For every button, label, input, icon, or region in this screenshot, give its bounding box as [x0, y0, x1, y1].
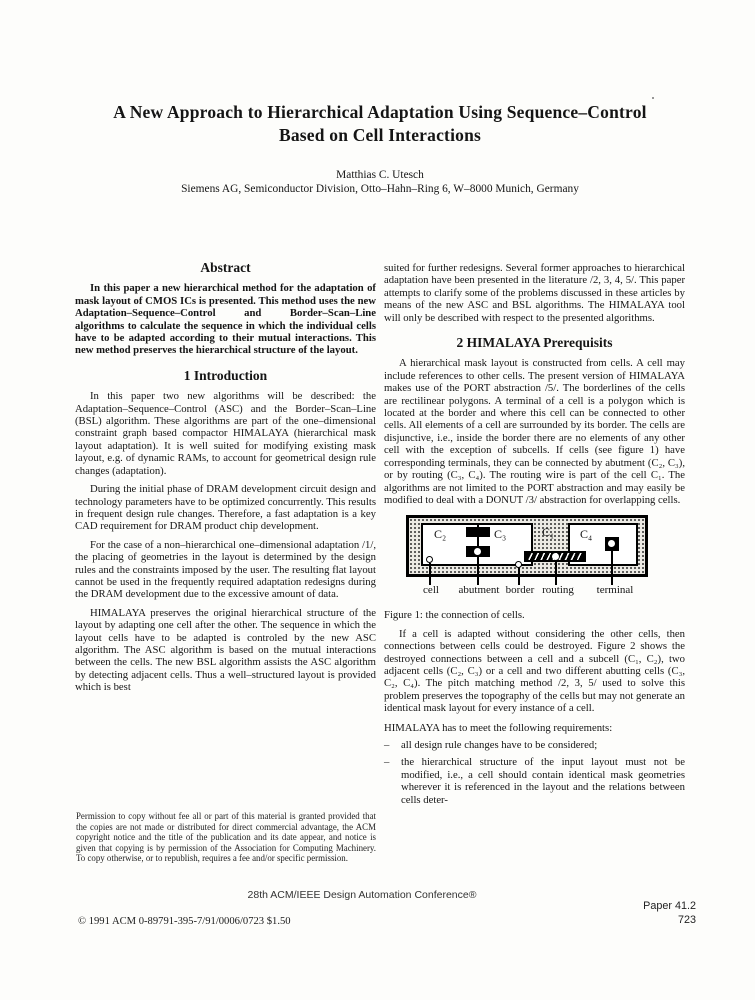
scan-speck	[652, 97, 654, 99]
author-affiliation: Siemens AG, Semiconductor Division, Otto–Hahn–Ring 6, W–8000 Munich, Germany	[181, 182, 579, 195]
abstract-paragraph: In this paper a new hierarchical method for the adaptation of mask layout of CMOS ICs is presented. This method uses the new Adaptation–Sequence–Control and Border–Scan–Line algorithms to calculate the sequence in which the individual cells have to be adapted according to their mutual interactions. This new method preserves the hierarchical structure of the layout.	[75, 282, 376, 357]
figure-label-c2: C₂	[434, 527, 447, 542]
figure-leader-line-border	[518, 568, 520, 585]
requirement-item-2	[384, 756, 685, 806]
figure-leader-line-terminal	[611, 551, 613, 585]
section-2-paragraph-2: If a cell is adapted without considering the other cells, then connections between cells could be destroyed. Figure 2 shows the destroyed connections between a cell and a subcell (C₁, C₂), two adjacent cells (C₂, C₃) or a cell and two different abutting cells (C₃, C₂, C₄). The pitch matching method /2, 3, 5/ used to solve this problem preserves the topography of the cells but may not generate an identical mask layout for every instance of a cell.	[384, 627, 685, 715]
permission-footnote: Permission to copy without fee all or part of this material is granted provided that the copies are not made or distributed for direct commercial advantage, the ACM copyright notice and the title of the publication and its date appear, and notice is given that copying is by permission of the Association for Computing Machinery. To copy otherwise, or to republish, requires a fee and/or specific permission.	[76, 811, 376, 864]
left-column	[75, 262, 376, 694]
copyright-line: © 1991 ACM 0-89791-395-7/91/0006/0723 $1.50	[78, 916, 291, 927]
conference-line: 28th ACM/IEEE Design Automation Conference®	[247, 889, 477, 901]
figure-label-c1: C₁	[542, 525, 555, 540]
continuation-paragraph: suited for further redesigns. Several former approaches to hierarchical adaptation have been presented in the literature /2, 3, 4, 5/. This paper attempts to clarify some of the problems discussed in these articles by means of the new ASC and BSL algorithms. The HIMALAYA tool will only be described with respect to the presented algorithms.	[384, 262, 685, 324]
author-name: Matthias C. Utesch	[336, 169, 424, 181]
section-2-heading: 2 HIMALAYA Prerequisits	[456, 335, 613, 351]
intro-paragraph-4: HIMALAYA preserves the original hierarchical structure of the layout by adapting one cell after the other. The sequence in which the layout cells have to be adapted is controled by the new ASC algorithm. The ASC algorithm is based on the mutual interactions between the cells. The new BSL algorithm assists the ASC algorithm by detecting adjacent cells. Thus a well–structured layout is provided which is best	[75, 606, 376, 694]
figure-leader-line-routing	[555, 562, 557, 585]
figure-legend-cell: cell	[423, 584, 439, 597]
paper-number: Paper 41.2	[643, 900, 696, 912]
figure-legend-routing: routing	[542, 584, 574, 597]
paper-title	[75, 101, 685, 147]
bullet-dash: –	[384, 738, 390, 751]
intro-paragraph-2: During the initial phase of DRAM development circuit design and technology parameters have to be optimized concurrently. This results in frequent design rule changes. Therefore, a fast adaptation is a key CAD requirement for DRAM product chip development.	[75, 483, 376, 533]
intro-paragraph-3: For the case of a non–hierarchical one–dimensional adaptation /1/, the placing of geometries in the layout is determined by the design rules and the constraints imposed by the user. The resulting flat layout cannot be used in the frequently required adaptation redesigns during the DRAM development due to the excessive amount of data.	[75, 538, 376, 601]
figure-leader-line-abutment	[477, 557, 479, 585]
paper-page-ids	[643, 899, 696, 927]
right-column	[384, 262, 685, 806]
figure-label-c4: C₄	[580, 527, 593, 542]
intro-paragraph-1: In this paper two new algorithms will be described: the Adaptation–Sequence–Control (ASC) and the Border–Scan–Line (BSL) algorithm. These algorithms are part of the one–dimensional constraint graph based compactor HIMALAYA (hierarchical mask layout adaptation). It is well suited for modifying existing mask layout, e.g. of dynamic RAMs, to account for geometrical design rule changes (adaptation).	[75, 390, 376, 477]
requirement-item-1-text: all design rule changes have to be considered;	[401, 738, 598, 751]
paper-title-line2: Based on Cell Interactions	[278, 125, 482, 145]
figure-legend-border: border	[505, 584, 535, 597]
bullet-dash: –	[384, 756, 390, 769]
introduction-heading: 1 Introduction	[183, 367, 268, 383]
figure-legend-terminal: terminal	[596, 584, 634, 597]
page-number: 723	[677, 914, 696, 926]
abstract-heading: Abstract	[200, 260, 251, 275]
figure-1	[406, 515, 676, 601]
byline	[45, 169, 715, 196]
figure-leader-line-cell	[429, 563, 431, 585]
figure-label-c3: C₃	[494, 527, 507, 542]
section-2-paragraph-1: A hierarchical mask layout is constructed from cells. A cell may include references to other cells. The present version of HIMALAYA makes use of the PORT abstraction /5/. The borderlines of the cells are rectilinear polygons. A terminal of a cell is a polygon which is located at the border and where this cell can be connected to other cells. All elements of a cell are surrounded by its border. The cells are disjunctive, i.e., inside the border there are no elements of any other cell with the exception of subcells. If cells (see figure 1) have corresponding terminals, they can be connected by abutment (C₂, C₃), or by routing (C₃, C₄). The routing wire is part of the cell C₁. The algorithms are not limited to the PORT abstraction and may easily be modified to deal with a DONUT /3/ abstraction for overlapping cells.	[384, 357, 685, 506]
requirement-item-2-text: the hierarchical structure of the input layout must not be modified, i.e., a cell should contain identical mask geometries wherever it is referenced in the layout and the relations between cells deter-	[401, 756, 685, 806]
figure-abutment-terminal-top	[466, 527, 490, 537]
requirement-item-1	[384, 739, 685, 751]
figure-legend-abutment: abutment	[458, 584, 500, 597]
requirements-intro: HIMALAYA has to meet the following requirements:	[384, 721, 613, 734]
figure-1-caption: Figure 1: the connection of cells.	[384, 609, 525, 622]
paper-title-line1: A New Approach to Hierarchical Adaptation Using Sequence–Control	[113, 102, 647, 122]
